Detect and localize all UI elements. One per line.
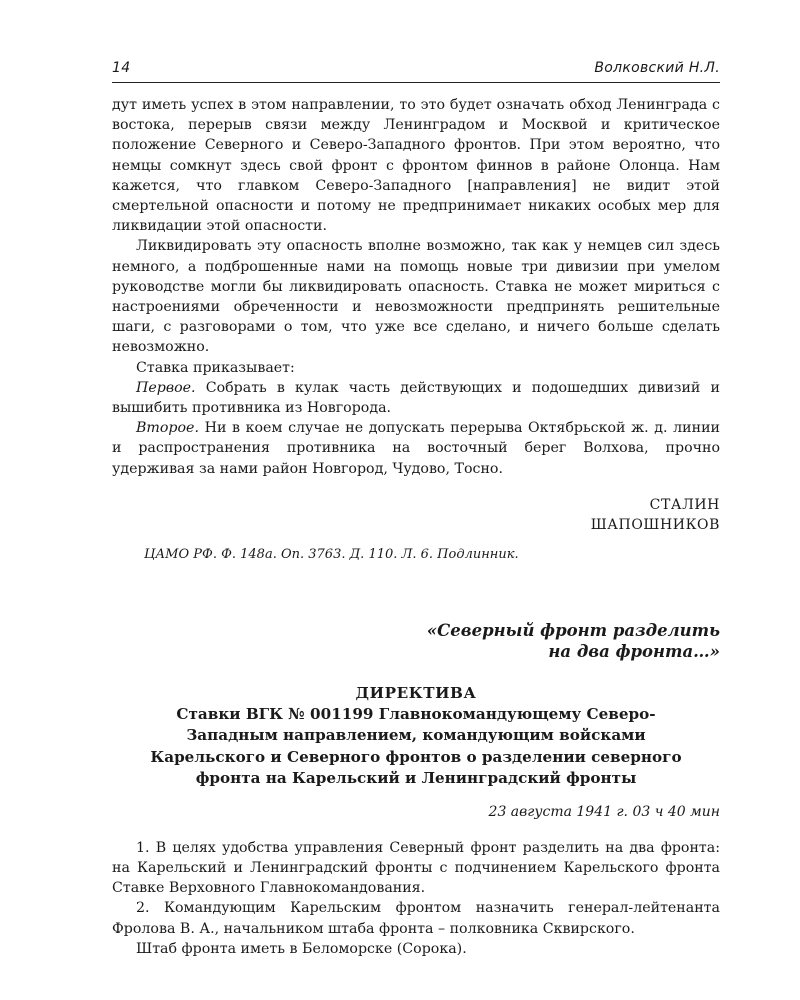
signature-block <box>112 495 720 535</box>
order-label-first: Первое. <box>136 379 196 396</box>
document-date: 23 августа 1941 г. 03 ч 40 мин <box>488 803 720 820</box>
paragraph-5 <box>112 418 720 479</box>
document-title-line-2: Западным направлением, командующим войсками <box>186 726 646 745</box>
running-header <box>112 60 720 83</box>
paragraph-4 <box>112 378 720 418</box>
directive-item-2: 2. Командующим Карельским фронтом назначить генерал-лейтенанта Фролова В. А., начальником штаба фронта – полковника Сквирского. <box>112 900 720 937</box>
paragraph-1: дут иметь успех в этом направлении, то это будет означать обход Ленинграда с востока, перерыв связи между Ленинградом и Москвой и критическое положение Северного и Северо-Западного фронтов. При этом вероятно, что немцы сомкнут здесь свой фронт с фронтом финнов в районе Олонца. Нам кажется, что главком Северо-Западного [направления] не видит этой смертельной опасности и потому не предпринимает никаких особых мер для ликвидации этой опасности. <box>112 97 720 235</box>
archive-reference: ЦАМО РФ. Ф. 148а. Оп. 3763. Д. 110. Л. 6. Подлинник. <box>144 546 519 562</box>
document-title-line-4: фронта на Карельский и Ленинградский фронты <box>195 769 637 788</box>
signature-stalin: СТАЛИН <box>649 496 720 513</box>
order-text-first: Собрать в кулак часть действующих и подошедших дивизий и вышибить противника из Новгорода. <box>112 379 720 417</box>
directive-text <box>112 838 720 959</box>
directive-item-1: 1. В целях удобства управления Северный фронт разделить на два фронта: на Карельский и Ленинградский фронты с подчинением Карельского фронта Ставке Верховного Главнокомандования. <box>112 839 720 897</box>
signature-shaposhnikov: ШАПОШНИКОВ <box>590 516 720 533</box>
epigraph-line-1: «Северный фронт разделить <box>426 620 720 640</box>
book-page <box>112 60 720 959</box>
order-text-second: Ни в коем случае не допускать перерыва Октябрьской ж. д. линии и распространения противника на восточный берег Волхова, прочно удерживая за нами район Новгород, Чудово, Тосно. <box>112 420 720 477</box>
order-label-second: Второе. <box>136 420 199 437</box>
section-epigraph <box>112 620 720 662</box>
page-number: 14 <box>112 60 131 76</box>
directive-item-3: Штаб фронта иметь в Беломорске (Сорока). <box>136 940 467 957</box>
document-title <box>112 704 720 790</box>
epigraph-line-2: на два фронта…» <box>548 641 720 661</box>
running-author: Волковский Н.Л. <box>594 60 720 76</box>
document-title-line-1: Ставки ВГК № 001199 Главнокомандующему Северо- <box>176 704 656 723</box>
paragraph-3: Ставка приказывает: <box>136 359 295 376</box>
document-title-line-3: Карельского и Северного фронтов о разделении северного <box>150 747 682 766</box>
paragraph-2: Ликвидировать эту опасность вполне возможно, так как у немцев сил здесь немного, а подброшенные нами на помощь новые три дивизии при умелом руководстве могли бы ликвидировать опасность. Ставка не может мириться с настроениями обреченности и невозможности предпринять решительные шаги, с разговорами о том, что уже все сделано, и ничего больше сделать невозможно. <box>112 238 720 356</box>
body-text <box>112 95 720 479</box>
document-type-heading: ДИРЕКТИВА <box>355 683 477 702</box>
